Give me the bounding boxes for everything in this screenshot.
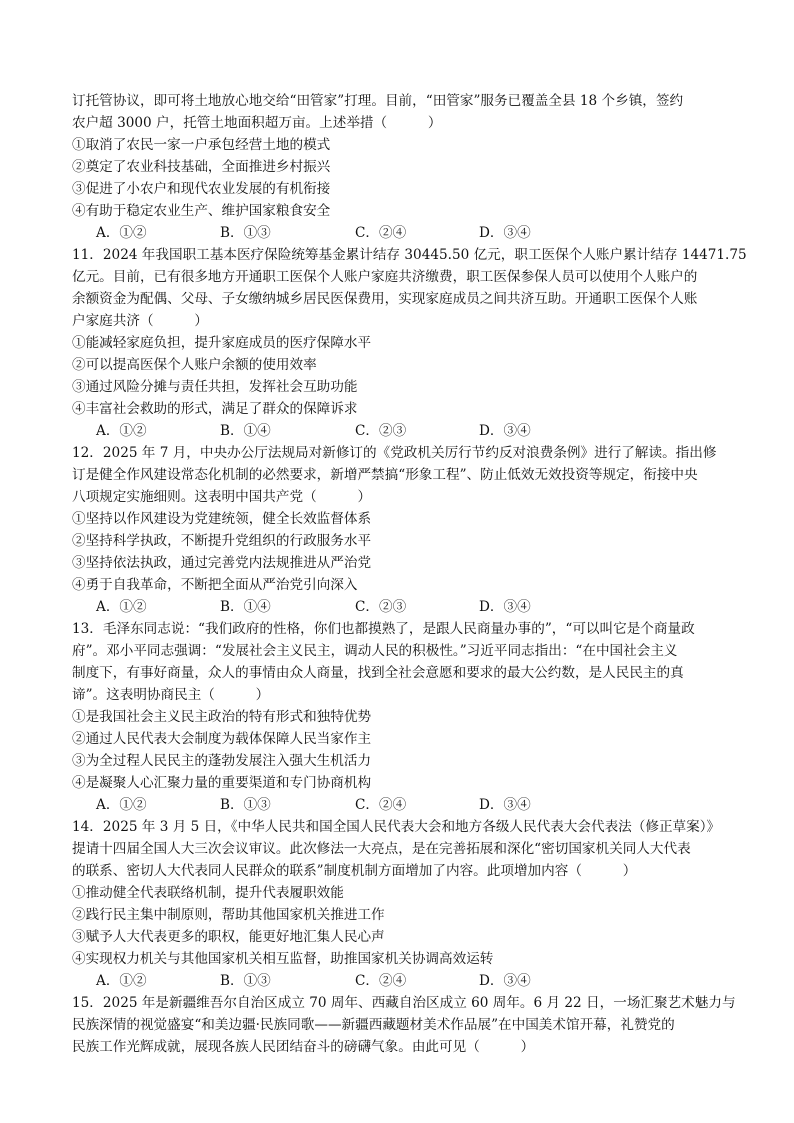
statement-option: ④有助于稳定农业生产、维护国家粮食安全 [72,203,331,219]
statement-option: ③赋予人大代表更多的职权，能更好地汇集人民心声 [72,929,385,945]
question-text: 余额资金为配偶、父母、子女缴纳城乡居民医保费用，实现家庭成员之间共济互助。开通职工医保个人账 [72,291,698,307]
question-text: 农户超 3000 户，托管土地面积超万亩。上述举措（ ） [72,115,442,131]
statement-option: ③通过风险分摊与责任共担，发挥社会互助功能 [72,379,358,395]
choice-c: C．②④ [355,973,407,989]
statement-option: ④实现权力机关与其他国家机关相互监督，助推国家机关协调高效运转 [72,951,494,967]
question-text: 13．毛泽东同志说：“我们政府的性格，你们也都摸熟了，是跟人民商量办事的”，“可以叫它是个商量政 [72,621,695,637]
statement-option: ③为全过程人民民主的蓬勃发展注入强大生机活力 [72,753,372,769]
choice-d: D．③④ [479,225,531,241]
choice-a: A．①② [96,423,147,439]
choice-b: B．①④ [220,599,271,615]
choice-a: A．①② [96,225,147,241]
statement-option: ②践行民主集中制原则，帮助其他国家机关推进工作 [72,907,385,923]
question-15 [72,992,736,1058]
choice-d: D．③④ [479,423,531,439]
choice-d: D．③④ [479,599,531,615]
question-text: 八项规定实施细则。这表明中国共产党（ ） [72,489,372,505]
statement-option: ②可以提高医保个人账户余额的使用效率 [72,357,317,373]
answer-choices [72,596,722,618]
question-text: 订托管协议，即可将土地放心地交给“田管家”打理。目前，“田管家”服务已覆盖全县 18 个乡镇，签约 [72,93,684,109]
question-text: 12．2025 年 7 月，中央办公厅法规局对新修订的《党政机关厉行节约反对浪费条例》进行了解读。指出修 [72,445,717,461]
statement-option: ③促进了小农户和现代农业发展的有机衔接 [72,181,331,197]
question-text: 府”。邓小平同志强调：“发展社会主义民主，调动人民的积极性。”习近平同志指出：“在中国社会主义 [72,643,678,659]
statement-option: ②通过人民代表大会制度为载体保障人民当家作主 [72,731,372,747]
answer-choices [72,222,722,244]
statement-option: ①取消了农民一家一户承包经营土地的模式 [72,137,331,153]
choice-b: B．①③ [220,225,271,241]
question-text: 民族工作光辉成就，展现各族人民团结奋斗的磅礴气象。由此可见（ ） [72,1039,535,1055]
choice-b: B．①③ [220,973,271,989]
choice-a: A．①② [96,973,147,989]
statement-option: ①能减轻家庭负担，提升家庭成员的医疗保障水平 [72,335,372,351]
question-text: 谛”。这表明协商民主（ ） [72,687,270,703]
statement-option: ④丰富社会救助的形式，满足了群众的保障诉求 [72,401,358,417]
question-text: 户家庭共济（ ） [72,313,208,329]
question-10 [72,90,722,244]
choice-c: C．②④ [355,797,407,813]
statement-option: ②奠定了农业科技基础，全面推进乡村振兴 [72,159,331,175]
question-text: 民族深情的视觉盛宴“和美边疆·民族同歌——新疆西藏题材美术作品展”在中国美术馆开幕，礼赞党的 [72,1017,675,1033]
statement-option: ①是我国社会主义民主政治的特有形式和独特优势 [72,709,372,725]
question-text: 提请十四届全国人大三次会议审议。此次修法一大亮点，是在完善拓展和深化“密切国家机关同人大代表 [72,841,691,857]
question-text: 的联系、密切人大代表同人民群众的联系”制度机制方面增加了内容。此项增加内容（ ） [72,863,637,879]
answer-choices [72,794,722,816]
answer-choices [72,970,722,992]
statement-option: ④勇于自我革命，不断把全面从严治党引向深入 [72,577,358,593]
question-text: 11．2024 年我国职工基本医疗保险统筹基金累计结存 30445.50 亿元，职工医保个人账户累计结存 14471.75 [72,247,747,263]
question-text: 亿元。目前，已有很多地方开通职工医保个人账户家庭共济缴费，职工医保参保人员可以使用个人账户的 [72,269,698,285]
choice-d: D．③④ [479,797,531,813]
question-text: 订是健全作风建设常态化机制的必然要求，新增严禁搞“形象工程”、防止低效无效投资等规定，衔接中央 [72,467,698,483]
choice-d: D．③④ [479,973,531,989]
statement-option: ①推动健全代表联络机制，提升代表履职效能 [72,885,344,901]
question-11 [72,244,747,442]
choice-a: A．①② [96,599,147,615]
choice-b: B．①③ [220,797,271,813]
question-13 [72,618,722,816]
choice-b: B．①④ [220,423,271,439]
choice-a: A．①② [96,797,147,813]
choice-c: C．②③ [355,599,407,615]
choice-c: C．②③ [355,423,407,439]
question-text: 制度下，有事好商量，众人的事情由众人商量，找到全社会意愿和要求的最大公约数，是人民民主的真 [72,665,684,681]
statement-option: ③坚持依法执政，通过完善党内法规推进从严治党 [72,555,372,571]
question-text: 14．2025 年 3 月 5 日，《中华人民共和国全国人民代表大会和地方各级人民代表大会代表法（修正草案）》 [72,819,721,835]
statement-option: ①坚持以作风建设为党建统领，健全长效监督体系 [72,511,372,527]
answer-choices [72,420,722,442]
question-12 [72,442,722,618]
statement-option: ②坚持科学执政，不断提升党组织的行政服务水平 [72,533,372,549]
choice-c: C．②④ [355,225,407,241]
question-text: 15．2025 年是新疆维吾尔自治区成立 70 周年、西藏自治区成立 60 周年。6 月 22 日，一场汇聚艺术魅力与 [72,995,736,1011]
question-14 [72,816,722,992]
statement-option: ④是凝聚人心汇聚力量的重要渠道和专门协商机构 [72,775,372,791]
